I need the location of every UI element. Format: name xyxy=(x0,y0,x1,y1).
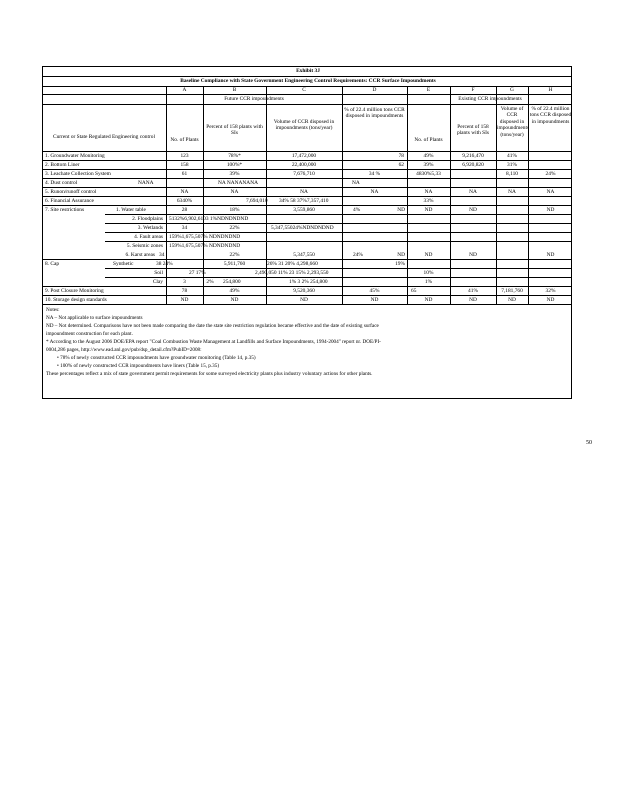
row-label: 2. Bottom Liner xyxy=(45,162,80,168)
cell-c: ND xyxy=(300,297,308,303)
exhibit-label: Exhibit 3J xyxy=(296,68,320,74)
cell-e: NA xyxy=(424,189,433,195)
cell-a: 27 17% xyxy=(189,270,206,276)
row-label: 9. Post Closure Monitoring xyxy=(45,288,104,294)
note-line: These percentages reflect a mix of state government permit requirements for some surveyed electricity plants plus industry voluntary actions for other plants. xyxy=(46,371,373,377)
cell-b: 22% xyxy=(229,252,240,258)
cell-g: ND xyxy=(508,297,516,303)
cell-f: NA xyxy=(469,189,477,195)
row-sublabel: Soil xyxy=(154,270,163,276)
head-e: No. of Plants xyxy=(414,137,443,143)
cell-h: ND xyxy=(546,207,555,213)
col-letter-c: C xyxy=(302,87,306,93)
cell-e: 4830%5,33 xyxy=(416,171,441,177)
cell-g: 7,181,760 xyxy=(501,288,523,294)
cell-b: 22% xyxy=(229,225,240,231)
head-h: % of 22.4 million tons CCR disposed in impoundments xyxy=(529,106,572,125)
note-line: NA – Not applicable to surface impoundments xyxy=(46,315,143,321)
cell-a: 3 xyxy=(183,279,186,285)
cell-b: 49% xyxy=(229,288,240,294)
cell-run: 159%1,675,507% NDNDNDND xyxy=(169,234,241,240)
col-letter-d: D xyxy=(372,87,377,93)
cell-d: 24% xyxy=(353,252,363,258)
exhibit-table xyxy=(42,66,572,399)
cell-b: 18% xyxy=(229,207,240,213)
col-letter-f: F xyxy=(471,87,475,93)
cell-g: 8,110 xyxy=(506,171,518,177)
row-sublabel: 5. Seismic zones xyxy=(126,243,163,249)
cell-e: 1% xyxy=(424,279,433,285)
cell-b: 78%* xyxy=(228,153,241,159)
cell-f: ND xyxy=(469,252,477,258)
cell-g: 41% xyxy=(507,153,517,159)
page-number: 50 xyxy=(586,440,592,446)
cell-a: 158 xyxy=(180,162,189,168)
note-line: impoundment construction for each plant. xyxy=(46,331,133,337)
row-label: 8. Cap xyxy=(45,261,60,267)
cell-c: 5,911,760 xyxy=(223,261,246,267)
cell-c: 22,400,000 xyxy=(291,162,317,168)
cell-a: 78 xyxy=(181,288,188,294)
cell-d: 1% 3 2% 254,800 xyxy=(289,279,328,285)
cell-mid2: NA NANANANA xyxy=(218,180,258,186)
col-letter-e: E xyxy=(426,87,431,93)
cell-e: ND xyxy=(424,252,433,258)
cell-c: 254,800 xyxy=(223,279,241,285)
cell-d: NA xyxy=(352,180,360,186)
cell-a: 34 xyxy=(159,252,165,258)
cell-e: ND xyxy=(424,297,433,303)
cell-e: 39% xyxy=(423,162,434,168)
cell-a: 123 xyxy=(180,153,189,159)
cell-a: ND xyxy=(180,297,189,303)
cell-e: 49% xyxy=(423,153,434,159)
cell-d-nd: ND xyxy=(397,252,405,258)
row-label: 4. Dust control xyxy=(45,180,78,186)
cell-h: 32% xyxy=(545,288,556,294)
note-line: ND – Not determined. Comparisons have not been made comparing the date the state site restriction regulation became effective and the date of existing surface xyxy=(46,323,379,329)
cell-a: 28 xyxy=(181,207,188,213)
row-label: 10. Storage design standards xyxy=(45,297,107,303)
cell-h: 24% xyxy=(545,171,556,177)
cell-d: 62 xyxy=(398,162,404,168)
cell-c: 7,694,010 xyxy=(246,198,268,204)
row-sublabel: Synthetic xyxy=(113,261,134,267)
row-sublabel: 4. Fault areas xyxy=(134,234,163,240)
cell-f: 6,920,820 xyxy=(462,162,484,168)
col-letter-b: B xyxy=(232,87,237,93)
cell-f: ND xyxy=(469,207,477,213)
cell-d: 26% 31 20% 4,298,660 xyxy=(267,261,318,267)
group-existing: Existing CCR impoundments xyxy=(458,96,522,102)
row-label: 1. Groundwater Monitoring xyxy=(45,153,105,159)
note-bullet: • 100% of newly constructed CCR impoundments have liners (Table 15, p.35) xyxy=(57,363,220,369)
cell-a: NA xyxy=(180,189,189,195)
row-sublabel: 3. Wetlands xyxy=(137,225,163,231)
row-sublabel: Clay xyxy=(152,279,163,285)
cell-f: ND xyxy=(469,297,477,303)
row-label: 5. Runon/runoff control xyxy=(45,189,97,195)
cell-f: 41% xyxy=(468,288,478,294)
cell-g: NA xyxy=(508,189,516,195)
cell-d-nd: ND xyxy=(397,207,405,213)
note-bullet: • 78% of newly constructed CCR impoundments have groundwater monitoring (Table 14, p.35) xyxy=(57,355,256,361)
head-a: No. of Plants xyxy=(170,137,199,143)
group-future: Future CCR impoundments xyxy=(224,96,284,102)
cell-c: 5,347,550 xyxy=(293,252,315,258)
note-line: 0004,286 pages, http://www.ead.anl.gov/pub/dsp_detail.cfm?PubID=2008: xyxy=(46,347,202,353)
row-label: 7. Site restrictions xyxy=(45,207,85,213)
cell-d: 45% xyxy=(369,288,380,294)
cell-d: 78 xyxy=(398,153,404,159)
notes-heading: Notes: xyxy=(46,307,60,313)
cell-a: 61 xyxy=(181,171,188,177)
cell-b: NA xyxy=(230,189,239,195)
cell-d: ND xyxy=(370,297,379,303)
note-line: * According to the August 2006 DOE/EPA report "Coal Combustion Waste Management at Landfills and Surface Impoundments, 1994-2004" report nr. DOE/PI- xyxy=(46,339,381,345)
cell-c: 2,490,050 11% 23 15% 2,293,550 xyxy=(255,270,329,276)
cell-g: 31% xyxy=(507,162,517,168)
col-letter-a: A xyxy=(182,87,187,93)
cell-b: 100%* xyxy=(226,162,243,168)
cell-mid: NANA xyxy=(138,180,154,186)
head-g: Volume of CCR disposed in impoundments (tons/year) xyxy=(497,106,530,138)
col-letter-g: G xyxy=(510,87,514,93)
cell-h: NA xyxy=(546,189,555,195)
cell-c: 3,559,860 xyxy=(293,207,315,213)
head-c: Volume of CCR disposed in impoundments (tons/year) xyxy=(273,119,335,132)
cell-d: 34 % xyxy=(368,171,381,177)
cell-c: 17,472,000 xyxy=(291,153,317,159)
cell-c: 7,676,710 xyxy=(293,171,315,177)
cell-e: 33% xyxy=(423,198,434,204)
cell-e: 10% xyxy=(423,270,434,276)
table-title: Baseline Compliance with State Government Engineering Control Requirements: CCR Surface Impoundments xyxy=(180,78,436,84)
cell-run: 5132%6,902,6103 1%NDNDNDND xyxy=(169,216,249,222)
row-header: Current or State Regulated Engineering control xyxy=(53,134,155,140)
row-label: 6. Financial Assurance xyxy=(45,198,94,204)
head-b: Percent of 158 plants with SIs xyxy=(206,124,263,137)
cell-run: 5,347,55024%NDNDNDND xyxy=(271,225,334,231)
cell-e: ND xyxy=(424,207,433,213)
head-f: Percent of 158 plants with SIs xyxy=(456,124,490,137)
head-d: % of 22.4 million tons CCR disposed in impoundments xyxy=(344,107,405,120)
cell-e: 65 xyxy=(411,288,417,294)
cell-a: 6340% xyxy=(176,198,193,204)
cell-run: 159%1,675,507% NDNDNDND xyxy=(169,243,241,249)
cell-d: 4% xyxy=(353,207,361,213)
col-letter-h: H xyxy=(548,87,553,93)
row-sublabel: 1. Water table xyxy=(116,207,146,213)
row-sublabel: 2. Floodplains xyxy=(132,216,163,222)
cell-h: ND xyxy=(546,252,555,258)
cell-h: ND xyxy=(546,297,555,303)
cell-c: 9,520,360 xyxy=(293,288,315,294)
row-sublabel: 6. Karst areas xyxy=(125,252,155,258)
cell-d: NA xyxy=(370,189,379,195)
cell-d: 34% 58 37%7,357,410 xyxy=(279,198,329,204)
cell-b: 2% xyxy=(206,279,214,285)
row-label: 3. Leachate Collection System xyxy=(45,171,111,177)
cell-b: ND xyxy=(230,297,239,303)
cell-b: 39% xyxy=(229,171,240,177)
cell-a: 34 xyxy=(181,225,188,231)
cell-f: 9,216,470 xyxy=(462,153,484,159)
cell-c: NA xyxy=(300,189,308,195)
cell-a: 38 24% xyxy=(156,261,173,267)
cell-e: 19% xyxy=(395,261,405,267)
